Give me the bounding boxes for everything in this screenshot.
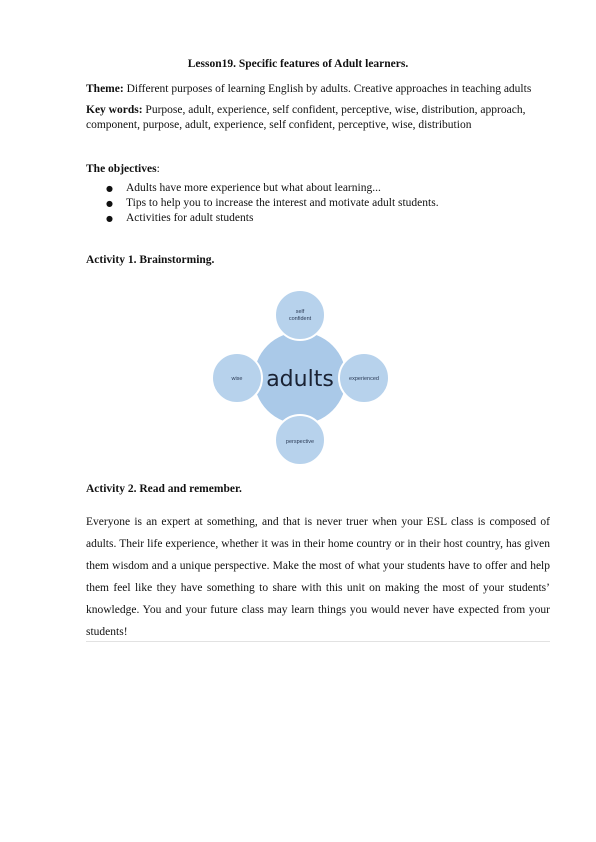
objectives-heading: The objectives bbox=[86, 163, 157, 175]
objective-item: ● Activities for adult students bbox=[106, 212, 254, 224]
bottom-node-label: perspective bbox=[285, 439, 315, 445]
activity1-heading: Activity 1. Brainstorming. bbox=[86, 254, 215, 266]
top-node-label-2: confident bbox=[288, 316, 312, 322]
left-node-label: wise bbox=[231, 376, 243, 382]
activity2-paragraph: Everyone is an expert at something, and that is never truer when your ESL class is composed of adults. Their life experience, whether it was in their home country or in their host country, has given them wisdom and a unique perspective. Make the most of what your students have to offer and help them feel like they have something to share with this unit on making the most of your students’ knowledge. You and your future class may learn things you would never have expected from your students! bbox=[86, 516, 550, 638]
divider bbox=[86, 641, 550, 642]
bullet-icon: ● bbox=[106, 214, 113, 223]
keywords-label: Key words: bbox=[86, 104, 143, 116]
theme-text: Different purposes of learning English by adults. Creative approaches in teaching adults bbox=[123, 83, 532, 95]
center-node-label: adults bbox=[266, 367, 334, 392]
lesson-title: Lesson19. Specific features of Adult learners. bbox=[187, 58, 409, 70]
top-node bbox=[275, 290, 325, 340]
objective-item: ● Tips to help you to increase the interest and motivate adult students. bbox=[106, 197, 439, 209]
theme-label: Theme: bbox=[86, 83, 124, 95]
top-node-label-1: self bbox=[295, 309, 305, 315]
objective-item: ● Adults have more experience but what about learning... bbox=[106, 182, 381, 194]
bullet-icon: ● bbox=[106, 184, 113, 193]
keywords-text: Purpose, adult, experience, self confident, perceptive, wise, distribution, approach, component, purpose, adult, experience, self confident, perceptive, wise, distribution bbox=[86, 104, 526, 131]
objectives-colon: : bbox=[156, 163, 160, 175]
activity2-heading: Activity 2. Read and remember. bbox=[86, 483, 242, 495]
right-node-label: experienced bbox=[349, 376, 379, 382]
bullet-icon: ● bbox=[106, 199, 113, 208]
